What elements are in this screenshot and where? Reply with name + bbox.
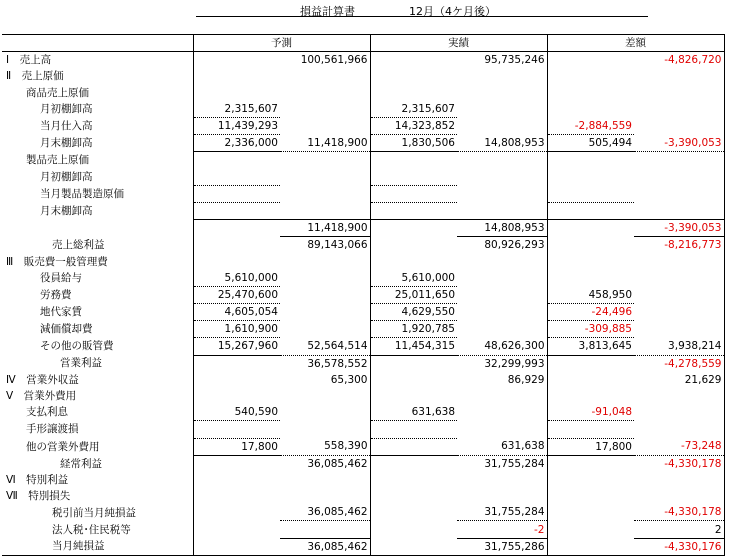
value-cell: 36,085,462 (280, 538, 370, 555)
statement-row (2, 286, 724, 303)
value-cell (457, 421, 547, 438)
value-cell: -2,884,559 (547, 117, 634, 134)
value-cell: 65,300 (330, 373, 368, 386)
row-label: 当月純損益 (2, 538, 193, 555)
statement-row (2, 438, 724, 455)
value-cell: -24,496 (547, 304, 634, 321)
row-label: 売上総利益 (52, 239, 105, 252)
value-cell: 25,011,650 (370, 286, 457, 303)
value-cell: 1,830,506 (370, 135, 457, 152)
value-cell (634, 270, 724, 287)
value-cell (370, 220, 457, 237)
value-cell: 3,813,645 (547, 338, 634, 355)
row-label: 地代家賃 (40, 306, 82, 319)
value-cell: 2,336,000 (193, 135, 280, 152)
statement-row (2, 355, 724, 372)
value-cell (280, 421, 370, 438)
value-cell: -309,885 (547, 321, 634, 338)
value-cell: 100,561,966 (300, 54, 368, 67)
statement-row (2, 521, 724, 538)
row-label: 手形譲渡損 (26, 423, 79, 436)
value-cell (457, 270, 547, 287)
value-cell (193, 521, 280, 538)
statement-row (2, 504, 724, 521)
value-cell (547, 169, 634, 186)
value-cell (547, 388, 634, 404)
value-cell (457, 488, 547, 504)
value-cell (193, 455, 280, 472)
value-cell: 31,755,284 (457, 504, 547, 521)
value-cell: 1,610,900 (193, 321, 280, 338)
value-cell (280, 152, 370, 169)
value-cell (547, 355, 634, 372)
value-cell: 48,626,300 (457, 338, 547, 355)
value-cell (547, 504, 634, 521)
value-cell (547, 101, 634, 118)
value-cell (634, 185, 724, 202)
value-cell (634, 202, 724, 219)
value-cell: 80,926,293 (484, 239, 545, 252)
value-cell (547, 521, 634, 538)
value-cell: 1,920,785 (370, 321, 457, 338)
value-cell: 2,315,607 (370, 101, 457, 118)
value-cell (193, 220, 280, 237)
value-cell (280, 304, 370, 321)
value-cell: 95,735,246 (484, 54, 545, 67)
statement-row (2, 85, 724, 101)
value-cell (547, 202, 634, 219)
value-cell (457, 321, 547, 338)
report-period: 12月（4ケ月後） (409, 5, 496, 18)
value-cell (193, 538, 280, 555)
value-cell (457, 185, 547, 202)
value-cell (634, 85, 724, 101)
value-cell (457, 117, 547, 134)
value-cell: 3,938,214 (634, 338, 724, 355)
value-cell: 631,638 (370, 404, 457, 421)
value-cell (634, 304, 724, 321)
statement-row (2, 237, 724, 254)
value-cell (280, 286, 370, 303)
value-cell: 36,578,552 (307, 357, 368, 370)
value-cell (547, 455, 634, 472)
value-cell: 31,755,286 (457, 538, 547, 555)
value-cell (193, 68, 280, 84)
row-label: Ⅰ 売上高 (6, 54, 52, 67)
statement-row (2, 185, 724, 202)
statement-row (2, 117, 724, 134)
value-cell (280, 404, 370, 421)
value-cell (193, 504, 280, 521)
value-cell (457, 388, 547, 404)
value-cell: -4,330,178 (634, 455, 724, 472)
value-cell: 86,929 (507, 373, 545, 386)
statement-row (2, 68, 724, 84)
value-cell (547, 488, 634, 504)
row-label: 労務費 (40, 288, 72, 301)
value-cell: -8,216,773 (634, 237, 724, 254)
value-cell (370, 237, 457, 254)
row-label: 月初棚卸高 (40, 103, 93, 116)
statement-row (2, 169, 724, 186)
value-cell (370, 472, 457, 488)
value-cell (634, 68, 724, 84)
row-label: 当月製品製造原価 (40, 187, 124, 200)
value-cell (457, 85, 547, 101)
statement-row (2, 404, 724, 421)
row-label: Ⅲ 販売費一般管理費 (6, 255, 108, 268)
value-cell (370, 372, 457, 388)
value-cell: 558,390 (280, 438, 370, 455)
value-cell (457, 169, 547, 186)
statement-row (2, 372, 724, 388)
value-cell (370, 152, 457, 169)
header-label-cell (2, 35, 193, 52)
value-cell (280, 101, 370, 118)
report-title: 損益計算書 (300, 5, 355, 18)
value-cell: 36,085,462 (307, 457, 368, 470)
statement-row (2, 101, 724, 118)
statement-row (2, 488, 724, 504)
value-cell (370, 52, 457, 69)
value-cell (193, 472, 280, 488)
row-label: その他の販管費 (40, 340, 114, 353)
row-label: 税引前当月純損益 (52, 506, 136, 519)
statement-row (2, 472, 724, 488)
statement-row (2, 220, 724, 237)
value-cell: 540,590 (193, 404, 280, 421)
value-cell (547, 68, 634, 84)
value-cell (280, 388, 370, 404)
value-cell: -73,248 (634, 438, 724, 455)
value-cell (370, 185, 457, 202)
row-label: Ⅶ 特別損失 (6, 490, 71, 503)
value-cell (280, 521, 370, 538)
value-cell: 17,800 (193, 438, 280, 455)
value-cell (193, 169, 280, 186)
value-cell: -4,330,178 (634, 504, 724, 521)
value-cell (634, 253, 724, 269)
value-cell (457, 404, 547, 421)
value-cell: -2 (457, 521, 547, 538)
value-cell (370, 504, 457, 521)
value-cell: 11,439,293 (193, 117, 280, 134)
statement-row (2, 338, 724, 355)
value-cell (193, 253, 280, 269)
value-cell (280, 202, 370, 219)
value-cell (280, 488, 370, 504)
value-cell: -4,278,559 (634, 355, 724, 372)
value-cell (193, 421, 280, 438)
row-label: 月初棚卸高 (40, 170, 93, 183)
value-cell: 4,629,550 (370, 304, 457, 321)
value-cell: 89,143,066 (307, 239, 368, 252)
value-cell (634, 488, 724, 504)
value-cell (280, 472, 370, 488)
income-statement-body (2, 35, 724, 556)
value-cell (547, 85, 634, 101)
value-cell (457, 202, 547, 219)
value-cell: 15,267,960 (193, 338, 280, 355)
value-cell (457, 286, 547, 303)
value-cell (547, 472, 634, 488)
value-cell (193, 237, 280, 254)
statement-row (2, 455, 724, 472)
value-cell: 21,629 (634, 372, 724, 388)
value-cell: 11,454,315 (370, 338, 457, 355)
statement-row (2, 52, 724, 69)
title-underline (196, 16, 648, 17)
row-label: 当月仕入高 (40, 120, 93, 133)
value-cell (634, 152, 724, 169)
value-cell (280, 253, 370, 269)
value-cell (370, 538, 457, 555)
value-cell: 36,085,462 (280, 504, 370, 521)
value-cell (457, 101, 547, 118)
value-cell (547, 152, 634, 169)
row-label: 月末棚卸高 (40, 204, 93, 217)
value-cell (193, 372, 280, 388)
value-cell: 14,808,953 (457, 135, 547, 152)
row-label: 役員給与 (40, 271, 82, 284)
statement-row (2, 321, 724, 338)
value-cell (280, 117, 370, 134)
value-cell (280, 85, 370, 101)
value-cell (547, 372, 634, 388)
value-cell: 31,755,284 (484, 457, 545, 470)
value-cell: 631,638 (457, 438, 547, 455)
value-cell: -91,048 (547, 404, 634, 421)
statement-row (2, 270, 724, 287)
value-cell: -4,330,176 (634, 538, 724, 555)
value-cell (634, 169, 724, 186)
value-cell (634, 101, 724, 118)
header-row (2, 35, 724, 52)
report-title-bar (0, 0, 750, 20)
value-cell (280, 68, 370, 84)
value-cell: 5,610,000 (370, 270, 457, 287)
statement-row (2, 421, 724, 438)
value-cell: 17,800 (547, 438, 634, 455)
row-label: Ⅴ 営業外費用 (6, 390, 77, 403)
value-cell (547, 52, 634, 69)
value-cell (547, 220, 634, 237)
value-cell (193, 52, 280, 69)
value-cell (193, 488, 280, 504)
value-cell: 25,470,600 (193, 286, 280, 303)
value-cell (634, 321, 724, 338)
income-statement-table (2, 34, 725, 556)
value-cell (193, 355, 280, 372)
value-cell: -3,390,053 (634, 220, 724, 237)
header-actual: 実績 (370, 35, 547, 52)
value-cell (193, 185, 280, 202)
value-cell (547, 270, 634, 287)
row-label: Ⅳ 営業外収益 (6, 373, 79, 386)
value-cell (370, 438, 457, 455)
value-cell (280, 321, 370, 338)
value-cell (370, 455, 457, 472)
value-cell (634, 404, 724, 421)
value-cell: 32,299,993 (484, 357, 545, 370)
value-cell (370, 388, 457, 404)
value-cell (457, 304, 547, 321)
header-difference: 差額 (547, 35, 724, 52)
value-cell: 458,950 (547, 286, 634, 303)
value-cell: 11,418,900 (280, 220, 370, 237)
row-label: 法人税･住民税等 (52, 523, 131, 536)
statement-row (2, 388, 724, 404)
value-cell: 52,564,514 (280, 338, 370, 355)
row-label: 商品売上原価 (26, 86, 89, 99)
value-cell (634, 472, 724, 488)
value-cell (457, 152, 547, 169)
value-cell (457, 472, 547, 488)
row-label: 営業利益 (60, 357, 102, 370)
row-label: 他の営業外費用 (26, 440, 100, 453)
row-label: 減価償却費 (40, 323, 93, 336)
value-cell (193, 202, 280, 219)
value-cell (280, 185, 370, 202)
value-cell: -3,390,053 (634, 135, 724, 152)
value-cell (193, 388, 280, 404)
value-cell (457, 68, 547, 84)
value-cell (280, 169, 370, 186)
value-cell (370, 169, 457, 186)
value-cell: 11,418,900 (280, 135, 370, 152)
value-cell (370, 521, 457, 538)
value-cell: 14,808,953 (457, 220, 547, 237)
value-cell (457, 253, 547, 269)
statement-row (2, 538, 724, 555)
value-cell (370, 202, 457, 219)
value-cell (193, 152, 280, 169)
value-cell: 2,315,607 (193, 101, 280, 118)
header-forecast: 予測 (193, 35, 370, 52)
value-cell (280, 270, 370, 287)
value-cell (370, 68, 457, 84)
row-label: 月末棚卸高 (40, 137, 93, 150)
statement-row (2, 253, 724, 269)
value-cell (370, 421, 457, 438)
value-cell (634, 421, 724, 438)
value-cell: 14,323,852 (370, 117, 457, 134)
value-cell (547, 538, 634, 555)
value-cell (547, 253, 634, 269)
value-cell: 5,610,000 (193, 270, 280, 287)
statement-row (2, 304, 724, 321)
row-label: 製品売上原価 (26, 154, 89, 167)
value-cell (193, 85, 280, 101)
value-cell (547, 237, 634, 254)
value-cell: -4,826,720 (634, 52, 724, 69)
value-cell (634, 388, 724, 404)
row-label: Ⅱ 売上原価 (6, 70, 64, 83)
value-cell: 4,605,054 (193, 304, 280, 321)
row-label: Ⅵ 特別利益 (6, 473, 69, 486)
row-label: 経常利益 (60, 457, 102, 470)
value-cell (370, 355, 457, 372)
statement-row (2, 135, 724, 152)
value-cell: 505,494 (547, 135, 634, 152)
value-cell (370, 85, 457, 101)
value-cell (370, 253, 457, 269)
row-label (2, 220, 193, 237)
value-cell (370, 488, 457, 504)
statement-row (2, 152, 724, 169)
value-cell (547, 185, 634, 202)
value-cell (634, 286, 724, 303)
value-cell (547, 421, 634, 438)
value-cell: 2 (634, 521, 724, 538)
row-label: 支払利息 (26, 406, 68, 419)
value-cell (634, 117, 724, 134)
statement-row (2, 202, 724, 219)
